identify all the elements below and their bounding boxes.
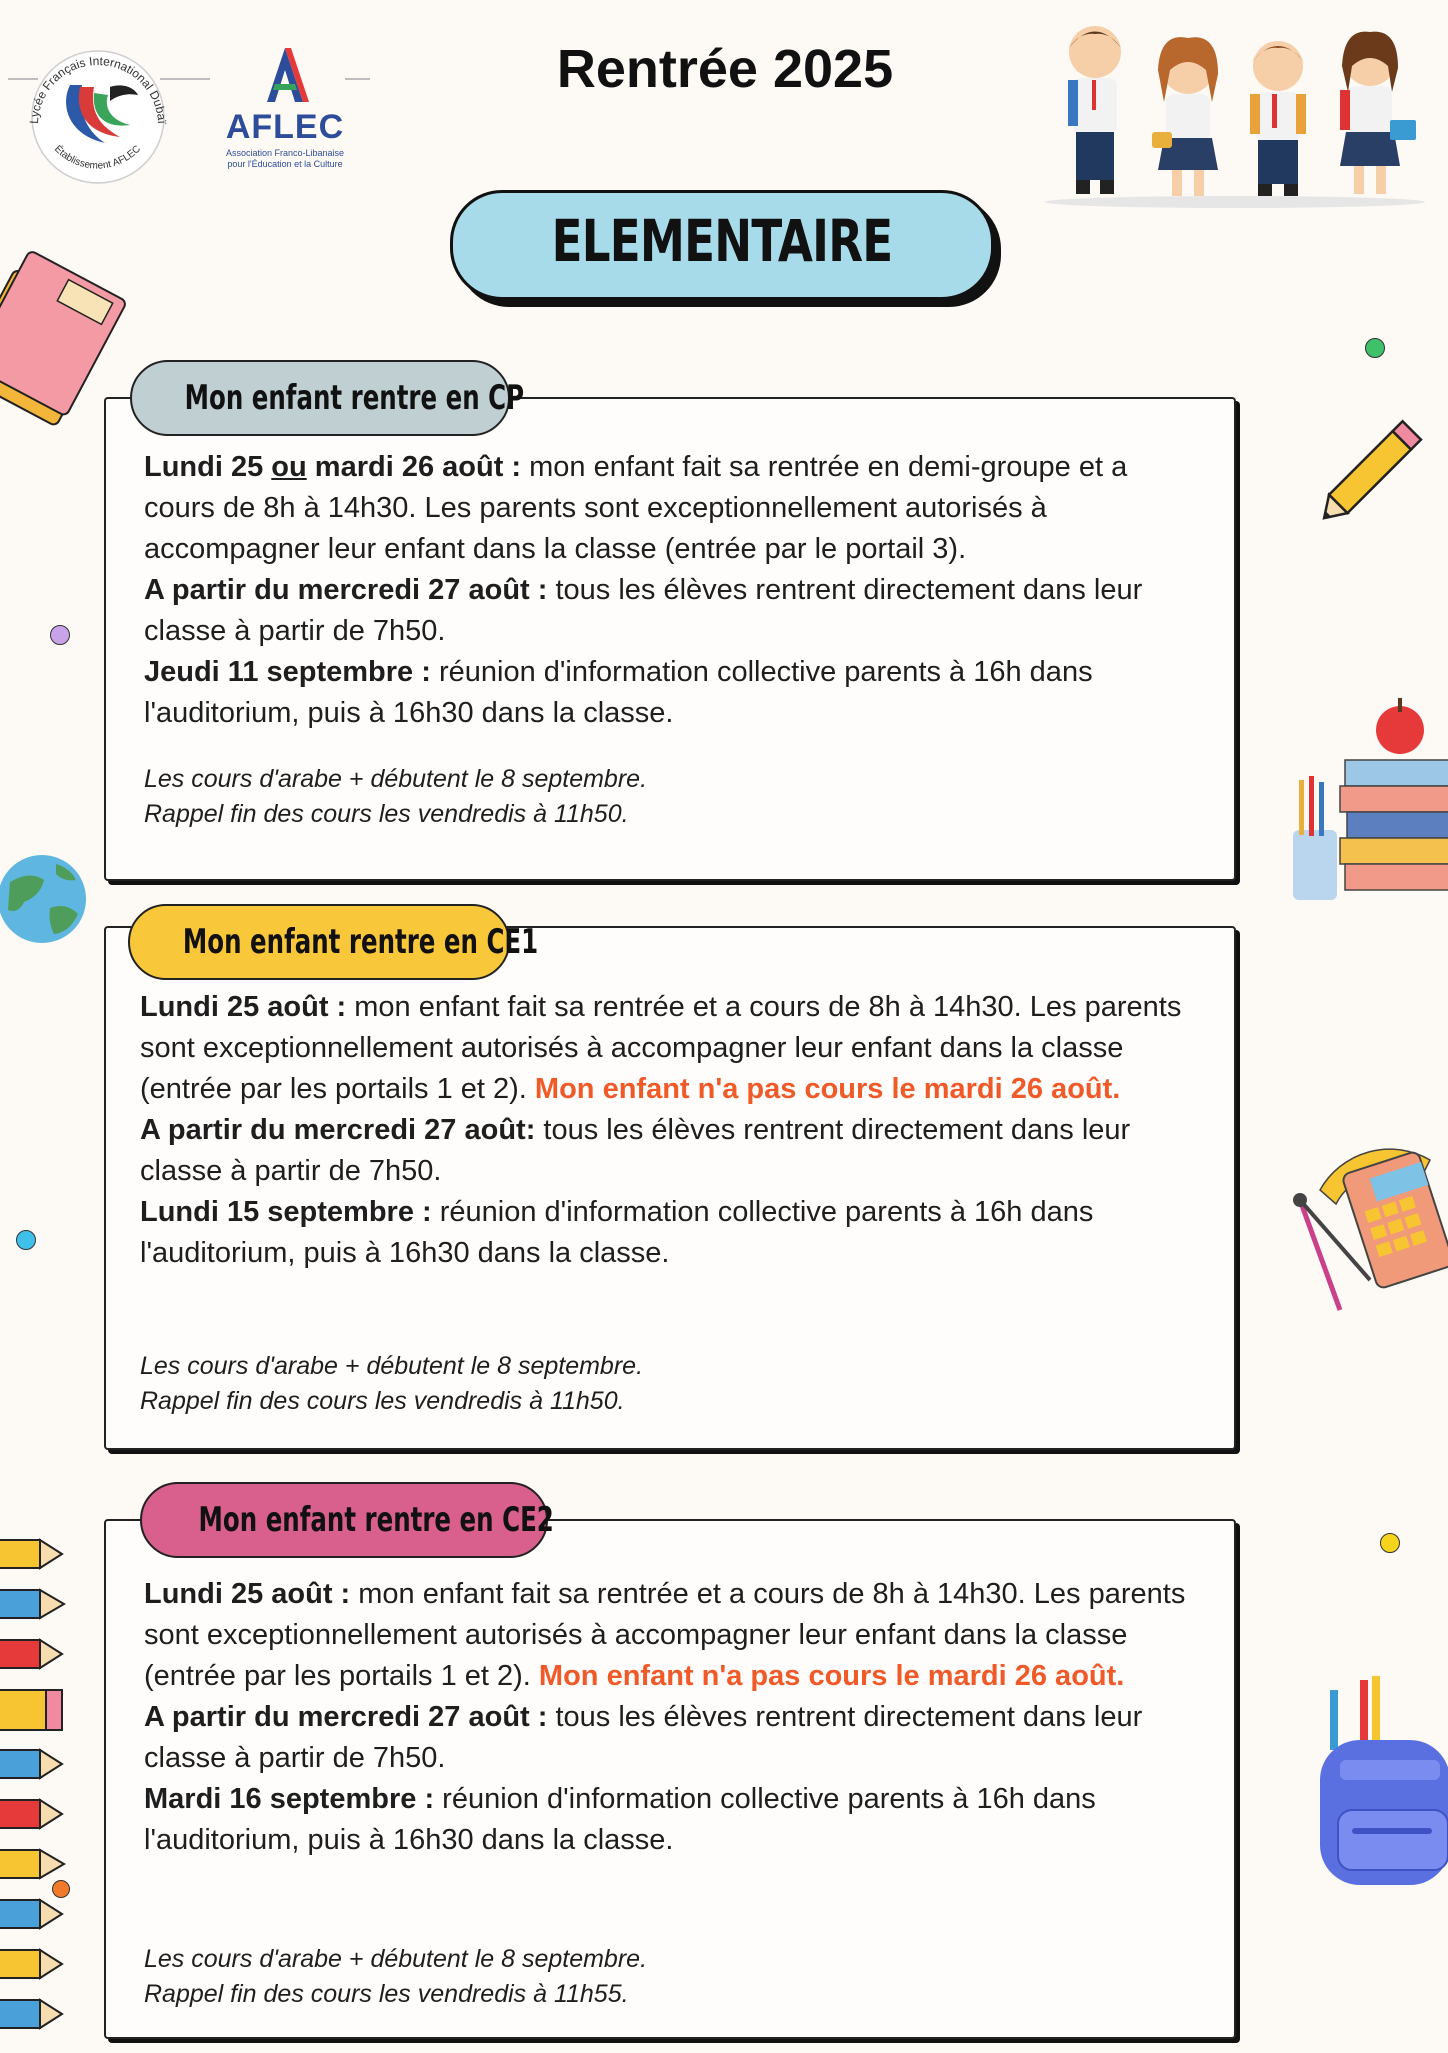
section-ce2-para-2: A partir du mercredi 27 août : tous les élèves rentrent directement dans leur classe à partir de 7h50. <box>144 1701 1143 1774</box>
section-cp-note-arabic: Les cours d'arabe + débutent le 8 septembre. <box>144 765 648 793</box>
section-cp-note-friday: Rappel fin des cours les vendredis à 11h50. <box>144 800 629 828</box>
section-cp-para-2: A partir du mercredi 27 août : tous les élèves rentrent directement dans leur classe à partir de 7h50. <box>144 574 1143 647</box>
decor-dot <box>1365 338 1385 358</box>
aflec-name: AFLEC <box>225 108 345 146</box>
section-ce2-notes <box>144 1942 1144 2012</box>
globe-icon <box>0 852 90 946</box>
section-cp-body <box>144 447 1204 734</box>
decor-dot <box>16 1230 36 1250</box>
section-ce2-title: Mon enfant rentre en CE2 <box>198 1500 554 1540</box>
school-logo <box>10 25 180 185</box>
section-ce2-tab <box>140 1482 554 1558</box>
section-ce1-notes <box>140 1349 1140 1419</box>
page-title: Rentrée 2025 <box>556 39 894 99</box>
compass-calculator-icon <box>1280 1120 1448 1320</box>
crayons-icon <box>0 1520 85 2048</box>
section-ce1-para-1: Lundi 25 août : mon enfant fait sa rentrée et a cours de 8h à 14h30. Les parents sont exceptionnellement autorisés à accompagner leur enfant dans la classe (entrée par les portails 1 et 2). Mon enfant n'a pas cours le mardi 26 août. <box>140 991 1182 1105</box>
section-ce2-body <box>144 1574 1214 1861</box>
banner-label: ELEMENTAIRE <box>551 207 893 275</box>
section-cp-para-1: Lundi 25 ou mardi 26 août : mon enfant fait sa rentrée en demi-groupe et a cours de 8h à 14h30. Les parents sont exceptionnellement autorisés à accompagner leur enfant dans la classe (entrée par le portail 3). <box>144 451 1128 565</box>
section-ce2-para-3: Mardi 16 septembre : réunion d'information collective parents à 16h dans l'auditorium, puis à 16h30 dans la classe. <box>144 1783 1096 1856</box>
pencil-icon <box>1305 400 1445 540</box>
backpack-icon <box>1290 1670 1448 1890</box>
books-apple-icon <box>1285 680 1448 920</box>
aflec-logo <box>205 40 365 175</box>
decor-dot <box>52 1880 70 1898</box>
section-ce2-note-friday: Rappel fin des cours les vendredis à 11h55. <box>144 1980 629 2008</box>
section-cp-para-3: Jeudi 11 septembre : réunion d'information collective parents à 16h dans l'auditorium, puis à 16h30 dans la classe. <box>144 656 1093 729</box>
section-ce2-note-arabic: Les cours d'arabe + débutent le 8 septembre. <box>144 1945 648 1973</box>
section-ce1-title: Mon enfant rentre en CE1 <box>182 922 539 962</box>
section-ce1-para-2: A partir du mercredi 27 août: tous les élèves rentrent directement dans leur classe à partir de 7h50. <box>140 1114 1131 1187</box>
section-cp-notes <box>144 762 1144 832</box>
logo-ring-text: Lycée Français International Dubaï <box>26 53 170 125</box>
decor-dot <box>50 625 70 645</box>
logo-bottom-text: Établissement AFLEC <box>52 143 143 172</box>
aflec-subtitle: Association Franco-Libanaise pour l'Éducation et la Culture <box>225 148 345 169</box>
section-cp-title: Mon enfant rentre en CP <box>184 378 525 418</box>
section-ce2-para-1: Lundi 25 août : mon enfant fait sa rentrée et a cours de 8h à 14h30. Les parents sont exceptionnellement autorisés à accompagner leur enfant dans la classe (entrée par les portails 1 et 2). Mon enfant n'a pas cours le mardi 26 août. <box>144 1578 1186 1692</box>
section-ce1-note-arabic: Les cours d'arabe + débutent le 8 septembre. <box>140 1352 644 1380</box>
section-cp-tab <box>130 360 525 436</box>
section-ce1-body <box>140 987 1210 1274</box>
students-illustration <box>1040 10 1430 210</box>
section-ce1-note-friday: Rappel fin des cours les vendredis à 11h50. <box>140 1387 625 1415</box>
section-ce1-para-3: Lundi 15 septembre : réunion d'information collective parents à 16h dans l'auditorium, puis à 16h30 dans la classe. <box>140 1196 1094 1269</box>
level-banner <box>450 190 994 300</box>
section-ce1-tab <box>128 904 539 980</box>
decor-dot <box>1380 1533 1400 1553</box>
